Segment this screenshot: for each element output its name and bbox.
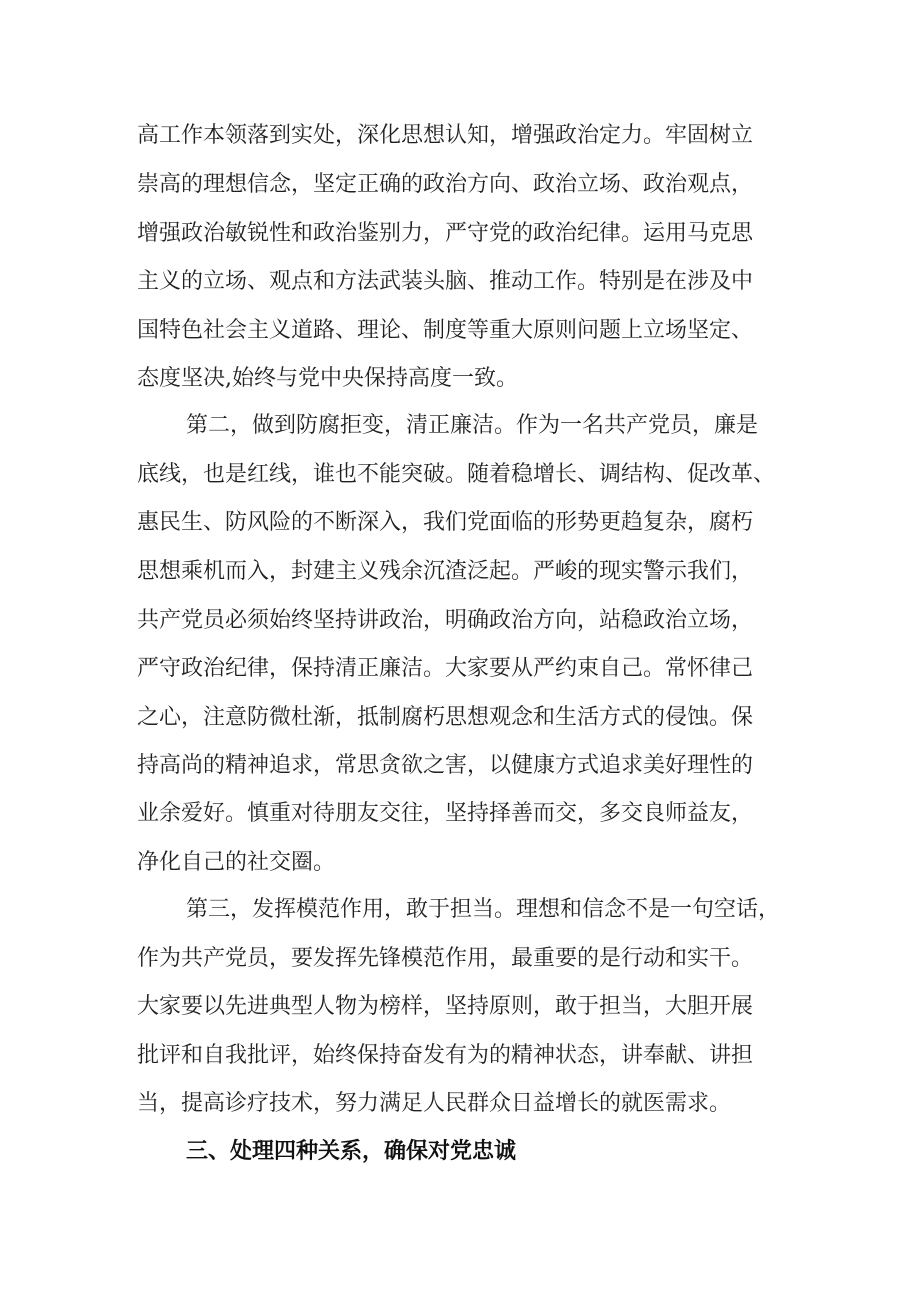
text-line: 持高尚的精神追求，常思贪欲之害，以健康方式追求美好理性的 [137,753,754,778]
paragraph-start-line: 第二，做到防腐拒变，清正廉洁。作为一名共产党员，廉是 [186,413,759,438]
text-line: 当，提高诊疗技术，努力满足人民群众日益增长的就医需求。 [137,1091,732,1116]
text-line: 批评和自我批评，始终保持奋发有为的精神状态，讲奉献、讲担 [137,1043,754,1068]
text-line: 之心，注意防微杜渐，抵制腐朽思想观念和生活方式的侵蚀。保 [137,705,754,730]
text-line: 思想乘机而入，封建主义残余沉渣泛起。严峻的现实警示我们， [137,559,754,584]
paragraph-start-line: 第三，发挥模范作用，敢于担当。理想和信念不是一句空话， [186,897,781,922]
text-line: 国特色社会主义道路、理论、制度等重大原则问题上立场坚定、 [137,318,754,343]
section-heading: 三、处理四种关系，确保对党忠诚 [186,1139,517,1164]
text-line: 净化自己的社交圈。 [137,850,336,875]
text-line: 崇高的理想信念，坚定正确的政治方向、政治立场、政治观点， [137,172,754,197]
text-line: 大家要以先进典型人物为榜样，坚持原则，敢于担当，大胆开展 [137,994,754,1019]
text-line: 态度坚决,始终与党中央保持高度一致。 [137,366,518,391]
text-line: 增强政治敏锐性和政治鉴别力，严守党的政治纪律。运用马克思 [137,221,754,246]
text-line: 作为共产党员，要发挥先锋模范作用，最重要的是行动和实干。 [137,946,754,971]
text-line: 底线，也是红线，谁也不能突破。随着稳增长、调结构、促改革、 [137,462,776,487]
text-line: 严守政治纪律，保持清正廉洁。大家要从严约束自己。常怀律己 [137,656,754,681]
text-line: 惠民生、防风险的不断深入，我们党面临的形势更趋复杂，腐朽 [137,510,754,535]
text-line: 业余爱好。慎重对待朋友交往，坚持择善而交，多交良师益友， [137,801,754,826]
text-line: 高工作本领落到实处，深化思想认知，增强政治定力。牢固树立 [137,123,754,148]
text-line: 共产党员必须始终坚持讲政治，明确政治方向，站稳政治立场， [137,608,754,633]
text-line: 主义的立场、观点和方法武装头脑、推动工作。特别是在涉及中 [137,269,754,294]
